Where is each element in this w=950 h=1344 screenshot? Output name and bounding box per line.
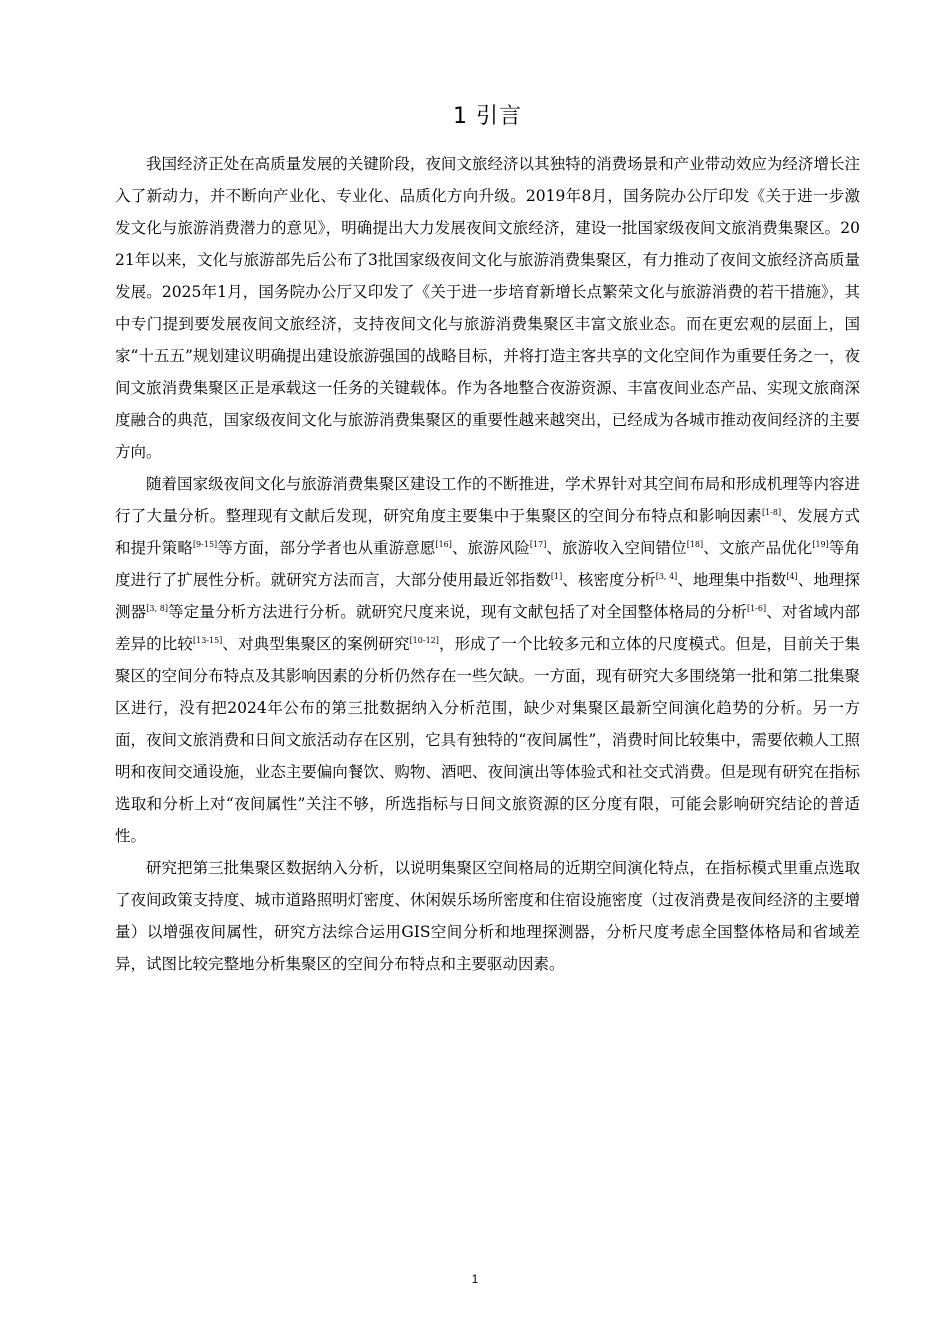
citation-ref: [3, 4] [655, 572, 678, 581]
paragraph [115, 468, 860, 852]
citation-ref: [10-12] [409, 636, 439, 645]
paragraph-text: 、对省域内部差异的比较 [115, 603, 860, 653]
citation-ref: [4] [786, 572, 798, 581]
citation-ref: [1-6] [746, 604, 767, 613]
paragraph-text: 、地理集中指数 [677, 571, 787, 589]
body-text [115, 148, 860, 980]
paragraph-text: 等角度进行了扩展性分析。就研究方法而言，大部分使用最近邻指数 [115, 539, 860, 589]
paragraph-text: ，形成了一个比较多元和立体的尺度模式。但是，目前关于集聚区的空间分布特点及其影响因素的分析仍然存在一些欠缺。一方面，现有研究大多围绕第一批和第二批集聚区进行，没有把2024年公布的第三批数据纳入分析范围，缺少对集聚区最新空间演化趋势的分析。另一方面，夜间文旅消费和日间文旅活动存在区别，它具有独特的“夜间属性”，消费时间比较集中，需要依赖人工照明和夜间交通设施，业态主要偏向餐饮、购物、酒吧、夜间演出等体验式和社交式消费。但是现有研究在指标选取和分析上对“夜间属性”关注不够，所选指标与日间文旅资源的区分度有限，可能会影响研究结论的普适性。 [115, 635, 860, 845]
paragraph-text: 、文旅产品优化 [703, 539, 813, 557]
paragraph [115, 852, 860, 980]
paragraph [115, 148, 860, 468]
paragraph-text: 等方面，部分学者也从重游意愿 [217, 539, 436, 557]
page-number: 1 [471, 1272, 479, 1286]
citation-ref: [18] [686, 540, 704, 549]
citation-ref: [19] [812, 540, 829, 549]
section-heading: 1 引言 [453, 104, 522, 129]
paragraph-text: 、核密度分析 [562, 571, 656, 589]
citation-ref: [13-15] [192, 636, 223, 645]
citation-ref: [16] [435, 540, 452, 549]
paragraph-text: 、旅游收入空间错位 [546, 539, 687, 557]
paragraph-text: 、旅游风险 [451, 539, 530, 557]
citation-ref: [9-15] [192, 540, 218, 549]
paragraph-text: 、发展方式和提升策略 [115, 507, 860, 557]
citation-ref: [3, 8] [146, 604, 168, 613]
paragraph-text: 等定量分析方法进行分析。就研究尺度来说，现有文献包括了对全国整体格局的分析 [167, 603, 747, 621]
citation-ref: [17] [529, 540, 547, 549]
citation-ref: [1] [550, 572, 563, 581]
paragraph-text: 、对典型集聚区的案例研究 [222, 635, 410, 653]
citation-ref: [1-8] [761, 508, 782, 517]
page-body [115, 100, 860, 980]
paragraph-text: 随着国家级夜间文化与旅游消费集聚区建设工作的不断推进，学术界针对其空间布局和形成机理等内容进行了大量分析。整理现有文献后发现，研究角度主要集中于集聚区的空间分布特点和影响因素 [115, 475, 860, 525]
paragraph-text: 、地理探测器 [115, 571, 860, 621]
paragraph-text: 我国经济正处在高质量发展的关键阶段，夜间文旅经济以其独特的消费场景和产业带动效应为经济增长注入了新动力，并不断向产业化、专业化、品质化方向升级。2019年8月，国务院办公厅印发《关于进一步激发文化与旅游消费潜力的意见》，明确提出大力发展夜间文旅经济，建设一批国家级夜间文旅消费集聚区。2021年以来，文化与旅游部先后公布了3批国家级夜间文化与旅游消费集聚区，有力推动了夜间文旅经济高质量发展。2025年1月，国务院办公厅又印发了《关于进一步培育新增长点繁荣文化与旅游消费的若干措施》，其中专门提到要发展夜间文旅经济，支持夜间文化与旅游消费集聚区丰富文旅业态。而在更宏观的层面上，国家“十五五”规划建议明确提出建设旅游强国的战略目标，并将打造主客共享的文化空间作为重要任务之一，夜间文旅消费集聚区正是承载这一任务的关键载体。作为各地整合夜游资源、丰富夜间业态产品、实现文旅商深度融合的典范，国家级夜间文化与旅游消费集聚区的重要性越来越突出，已经成为各城市推动夜间经济的主要方向。 [115, 155, 860, 461]
paragraph-text: 研究把第三批集聚区数据纳入分析，以说明集聚区空间格局的近期空间演化特点，在指标模式里重点选取了夜间政策支持度、城市道路照明灯密度、休闲娱乐场所密度和住宿设施密度（过夜消费是夜间经济的主要增量）以增强夜间属性，研究方法综合运用GIS空间分析和地理探测器，分析尺度考虑全国整体格局和省域差异，试图比较完整地分析集聚区的空间分布特点和主要驱动因素。 [115, 859, 860, 973]
